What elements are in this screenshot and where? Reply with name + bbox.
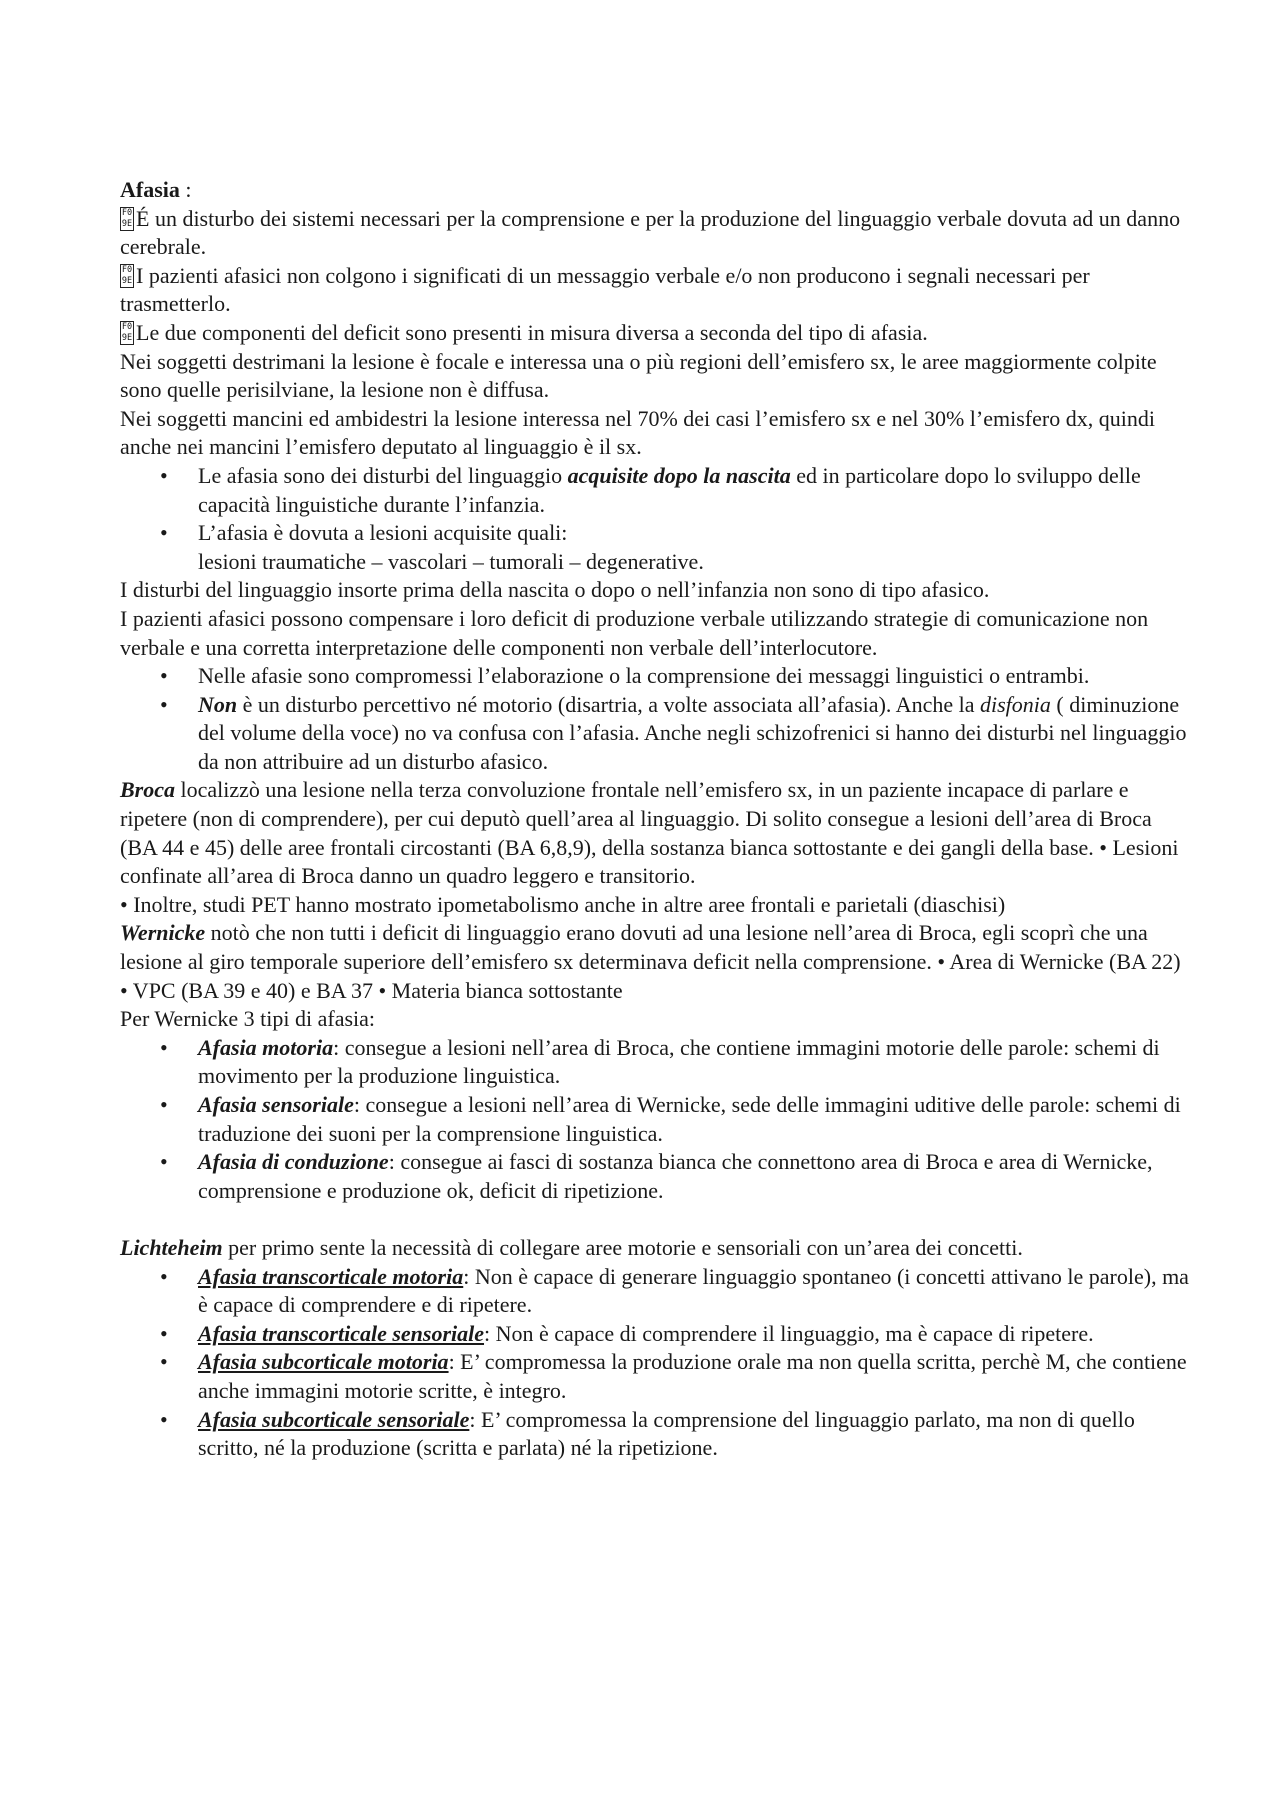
intro-paragraph-2: F0 9E I pazienti afasici non colgono i significati di un messaggio verbale e/o non producono i segnali necessari per trasmetterlo.: [120, 262, 1090, 317]
list-item: • Afasia subcorticale sensoriale: E’ compromessa la comprensione del linguaggio parlato, ma non di quello scritto, né la produzione (scritta e parlata) né la ripetizione.: [120, 1406, 1190, 1463]
paragraph-wernicke-types: Per Wernicke 3 tipi di afasia:: [120, 1006, 376, 1032]
missing-glyph-icon: F0 9E: [121, 207, 133, 229]
list-item: • Afasia sensoriale: consegue a lesioni nell’area di Wernicke, sede delle immagini uditive delle parole: schemi di traduzione dei suoni per la comprensione linguistica.: [120, 1091, 1190, 1148]
list-item: • Afasia transcorticale motoria: Non è capace di generare linguaggio spontaneo (i concetti attivano le parole), ma è capace di comprendere e di ripetere.: [120, 1263, 1190, 1320]
intro-paragraph-3: F0 9E Le due componenti del deficit sono presenti in misura diversa a seconda del tipo di afasia.: [121, 319, 928, 345]
bullet-list-4: [120, 1263, 1190, 1463]
paragraph-pet: • Inoltre, studi PET hanno mostrato ipometabolismo anche in altre aree frontali e parietali (diaschisi): [120, 891, 1006, 917]
list-item: • Le afasia sono dei disturbi del linguaggio acquisite dopo la nascita ed in particolare dopo lo sviluppo delle capacità linguistiche durante l’infanzia.: [120, 462, 1190, 519]
list-item: • Non è un disturbo percettivo né motorio (disartria, a volte associata all’afasia). Anche la disfonia ( diminuzione del volume della voce) no va confusa con l’afasia. Anche negli schizofrenici si hanno dei disturbi nel linguaggio da non attribuire ad un disturbo afasico.: [120, 691, 1190, 777]
paragraph-wernicke: Wernicke notò che non tutti i deficit di linguaggio erano dovuti ad una lesione nell’area di Broca, egli scoprì che una lesione al giro temporale superiore dell’emisfero sx determinava deficit nella comprensione. • Area di Wernicke (BA 22) • VPC (BA 39 e 40) e BA 37 • Materia bianca sottostante: [120, 920, 1181, 1003]
intro-paragraph-4: Nei soggetti destrimani la lesione è focale e interessa una o più regioni dell’emisfero sx, le aree maggiormente colpite sono quelle perisilviane, la lesione non è diffusa.: [120, 348, 1157, 403]
intro-title-line: [120, 176, 1190, 205]
blank-line: [120, 1205, 1190, 1234]
intro-paragraph-5: Nei soggetti mancini ed ambidestri la lesione interessa nel 70% dei casi l’emisfero sx e nel 30% l’emisfero dx, quindi anche nei mancini l’emisfero deputato al linguaggio è il sx.: [120, 405, 1155, 460]
intro-paragraph-1: F0 9E É un disturbo dei sistemi necessari per la comprensione e per la produzione del linguaggio verbale dovuta ad un danno cerebrale.: [120, 205, 1181, 260]
document-page: [120, 176, 1190, 1463]
missing-glyph-icon: F0 9E: [121, 321, 133, 343]
doc-title: Afasia: [120, 177, 180, 202]
list-item: • L’afasia è dovuta a lesioni acquisite quali: lesioni traumatiche – vascolari – tumorali – degenerative.: [120, 519, 1190, 576]
list-item: • Nelle afasie sono compromessi l’elaborazione o la comprensione dei messaggi linguistici o entrambi.: [120, 662, 1190, 691]
paragraph-broca: Broca localizzò una lesione nella terza convoluzione frontale nell’emisfero sx, in un paziente incapace di parlare e ripetere (non di comprendere), per cui deputò quell’area al linguaggio. Di solito consegue a lesioni dell’area di Broca (BA 44 e 45) delle aree frontali circostanti (BA 6,8,9), della sostanza bianca sottostante e dei gangli della base. • Lesioni confinate all’area di Broca danno un quadro leggero e transitorio.: [120, 777, 1179, 889]
list-item: • Afasia transcorticale sensoriale: Non è capace di comprendere il linguaggio, ma è capace di ripetere.: [120, 1320, 1190, 1349]
missing-glyph-icon: F0 9E: [121, 264, 133, 286]
paragraph-compensation: I pazienti afasici possono compensare i loro deficit di produzione verbale utilizzando strategie di comunicazione non verbale e una corretta interpretazione delle componenti non verbale dell’interlocutore.: [120, 605, 1149, 660]
bullet-list-1: [120, 462, 1190, 576]
bullet-list-3: [120, 1034, 1190, 1206]
paragraph-onset: I disturbi del linguaggio insorte prima della nascita o dopo o nell’infanzia non sono di tipo afasico.: [120, 577, 990, 603]
bullet-list-2: [120, 662, 1190, 776]
doc-title-suffix: :: [179, 177, 192, 202]
paragraph-lichtheim: Lichteheim per primo sente la necessità di collegare aree motorie e sensoriali con un’area dei concetti.: [120, 1234, 1023, 1260]
list-item: • Afasia motoria: consegue a lesioni nell’area di Broca, che contiene immagini motorie delle parole: schemi di movimento per la produzione linguistica.: [120, 1034, 1190, 1091]
list-item: • Afasia di conduzione: consegue ai fasci di sostanza bianca che connettono area di Broca e area di Wernicke, comprensione e produzione ok, deficit di ripetizione.: [120, 1148, 1190, 1205]
list-item: • Afasia subcorticale motoria: E’ compromessa la produzione orale ma non quella scritta, perchè M, che contiene anche immagini motorie scritte, è integro.: [120, 1348, 1190, 1405]
